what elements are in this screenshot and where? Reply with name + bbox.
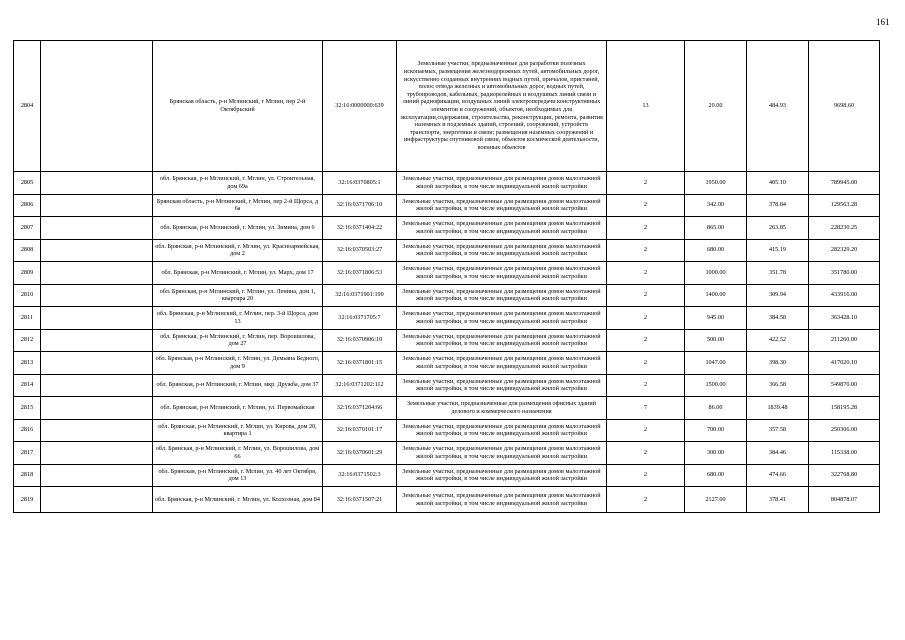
cell-address: обл. Брянская, р-н Мглинский, г. Мглин, ул. Ворошилова, дом 66 <box>153 442 323 465</box>
cell-address: обл. Брянская, р-н Мглинский, г. Мглин, ул. Зимина, дом 6 <box>153 217 323 240</box>
cell-specific-value: 357.58 <box>747 419 809 442</box>
cell-land-use: Земельные участки, предназначенные для размещения домов малоэтажной жилой застройки, в том числе индивидуальной жилой застройки <box>397 419 607 442</box>
cell-number: 2816 <box>14 419 41 442</box>
cell-address: обл. Брянская, р-н Мглинский, г. Мглин, ул. Строительная, дом 69а <box>153 172 323 195</box>
cell-land-use: Земельные участки, предназначенные для размещения домов малоэтажной жилой застройки, в том числе индивидуальной жилой застройки <box>397 172 607 195</box>
cell-group: 2 <box>607 329 685 352</box>
table-row <box>14 307 880 330</box>
cell-address: обл. Брянская, р-н Мглинский, г. Мглин, ул. Красноармейская, дом 2 <box>153 239 323 262</box>
cell-empty <box>41 487 153 513</box>
table-row <box>14 374 880 397</box>
cell-cadastral-value: 158195.28 <box>809 397 880 420</box>
cell-land-use: Земельные участки, предназначенные для размещения домов малоэтажной жилой застройки, в том числе индивидуальной жилой застройки <box>397 239 607 262</box>
cell-empty <box>41 284 153 307</box>
cell-land-use: Земельные участки, предназначенные для размещения домов малоэтажной жилой застройки, в том числе индивидуальной жилой застройки <box>397 262 607 285</box>
cell-area: 865.00 <box>685 217 747 240</box>
cell-group: 2 <box>607 239 685 262</box>
cell-address: обл. Брянская, р-н Мглинский, г. Мглин, ул. Демьяна Бедного, дом 9 <box>153 352 323 375</box>
cell-number: 2815 <box>14 397 41 420</box>
cell-number: 2809 <box>14 262 41 285</box>
cell-land-use: Земельные участки, предназначенные для размещения домов малоэтажной жилой застройки, в том числе индивидуальной жилой застройки <box>397 352 607 375</box>
table-row <box>14 262 880 285</box>
cell-cadastral-value: 433916.00 <box>809 284 880 307</box>
cell-cadastral-number: 32:16:0371705:7 <box>323 307 397 330</box>
cell-empty <box>41 397 153 420</box>
cell-empty <box>41 442 153 465</box>
cell-specific-value: 351.78 <box>747 262 809 285</box>
cell-specific-value: 1839.48 <box>747 397 809 420</box>
cell-cadastral-value: 282329.20 <box>809 239 880 262</box>
cell-group: 2 <box>607 487 685 513</box>
cell-empty <box>41 194 153 217</box>
cell-address: обл. Брянская, р-н Мглинский, г. Мглин, ул. Первомайская <box>153 397 323 420</box>
cell-number: 2810 <box>14 284 41 307</box>
cell-address: обл. Брянская, р-н Мглинский, г. Мглин, ул. Марх, дом 17 <box>153 262 323 285</box>
cell-area: 86.00 <box>685 397 747 420</box>
cell-empty <box>41 374 153 397</box>
cell-number: 2818 <box>14 464 41 487</box>
cadastral-value-table <box>13 40 880 513</box>
cell-group: 2 <box>607 307 685 330</box>
cell-cadastral-value: 9698.60 <box>809 41 880 172</box>
cell-land-use: Земельные участки, предназначенные для размещения домов малоэтажной жилой застройки, в том числе индивидуальной жилой застройки <box>397 464 607 487</box>
cell-cadastral-number: 32:16:0371404:22 <box>323 217 397 240</box>
cell-number: 2819 <box>14 487 41 513</box>
cell-empty <box>41 41 153 172</box>
cell-cadastral-number: 32:16:0371507:21 <box>323 487 397 513</box>
table-row <box>14 172 880 195</box>
table-row <box>14 284 880 307</box>
cell-group: 2 <box>607 217 685 240</box>
cell-number: 2814 <box>14 374 41 397</box>
cell-area: 1400.00 <box>685 284 747 307</box>
cell-area: 300.00 <box>685 442 747 465</box>
cell-number: 2804 <box>14 41 41 172</box>
cell-specific-value: 484.93 <box>747 41 809 172</box>
cell-group: 2 <box>607 194 685 217</box>
cell-number: 2811 <box>14 307 41 330</box>
cell-specific-value: 263.85 <box>747 217 809 240</box>
cell-cadastral-number: 32:16:0371204:66 <box>323 397 397 420</box>
cell-area: 1950.00 <box>685 172 747 195</box>
cell-cadastral-value: 417020.10 <box>809 352 880 375</box>
cell-cadastral-number: 32:16:0370601:29 <box>323 442 397 465</box>
cell-area: 342.00 <box>685 194 747 217</box>
table-row <box>14 352 880 375</box>
table-row <box>14 464 880 487</box>
cell-land-use: Земельные участки, предназначенные для размещения домов малоэтажной жилой застройки, в том числе индивидуальной жилой застройки <box>397 487 607 513</box>
cell-specific-value: 384.58 <box>747 307 809 330</box>
cell-group: 2 <box>607 374 685 397</box>
cell-cadastral-value: 250306.00 <box>809 419 880 442</box>
table-row <box>14 419 880 442</box>
table-row <box>14 329 880 352</box>
cell-land-use: Земельные участки, предназначенные для размещения офисных зданий делового и коммерческого назначения <box>397 397 607 420</box>
cell-empty <box>41 329 153 352</box>
table-row <box>14 487 880 513</box>
cell-specific-value: 398.30 <box>747 352 809 375</box>
cell-land-use: Земельные участки, предназначенные для размещения домов малоэтажной жилой застройки, в том числе индивидуальной жилой застройки <box>397 284 607 307</box>
cell-number: 2808 <box>14 239 41 262</box>
cell-area: 1047.00 <box>685 352 747 375</box>
cell-land-use: Земельные участки, предназначенные для размещения домов малоэтажной жилой застройки, в том числе индивидуальной жилой застройки <box>397 217 607 240</box>
cell-specific-value: 378.84 <box>747 194 809 217</box>
cell-specific-value: 309.94 <box>747 284 809 307</box>
cell-number: 2817 <box>14 442 41 465</box>
cell-group: 2 <box>607 284 685 307</box>
cell-address: обл. Брянская, р-н Мглинский, г. Мглин, пер. Ворошилова, дом 27 <box>153 329 323 352</box>
cell-land-use: Земельные участки, предназначенные для размещения домов малоэтажной жилой застройки, в том числе индивидуальной жилой застройки <box>397 307 607 330</box>
cell-group: 2 <box>607 419 685 442</box>
cell-land-use: Земельные участки, предназначенные для размещения домов малоэтажной жилой застройки, в том числе индивидуальной жилой застройки <box>397 442 607 465</box>
cell-land-use: Земельные участки, предназначенные для размещения домов малоэтажной жилой застройки, в том числе индивидуальной жилой застройки <box>397 374 607 397</box>
cell-specific-value: 378.41 <box>747 487 809 513</box>
cell-cadastral-value: 228230.25 <box>809 217 880 240</box>
cell-number: 2806 <box>14 194 41 217</box>
cell-group: 2 <box>607 352 685 375</box>
table-row <box>14 194 880 217</box>
cell-address: обл. Брянская, р-н Мглинский, г. Мглин, ул. Ленина, дом 1, квартира 20 <box>153 284 323 307</box>
table-row <box>14 442 880 465</box>
cell-cadastral-number: 32:16:0370503:27 <box>323 239 397 262</box>
cell-empty <box>41 262 153 285</box>
cell-land-use: Земельные участки, предназначенные для размещения домов малоэтажной жилой застройки, в том числе индивидуальной жилой застройки <box>397 329 607 352</box>
cell-specific-value: 384.46 <box>747 442 809 465</box>
cell-address: обл. Брянская, р-н Мглинский, г. Мглин, ул. Кирова, дом 20, квартира 1 <box>153 419 323 442</box>
cell-cadastral-value: 789945.00 <box>809 172 880 195</box>
cell-group: 13 <box>607 41 685 172</box>
cell-specific-value: 422.52 <box>747 329 809 352</box>
cell-area: 20.00 <box>685 41 747 172</box>
cell-specific-value: 405.10 <box>747 172 809 195</box>
cell-cadastral-number: 32:16:0371502:3 <box>323 464 397 487</box>
cell-cadastral-number: 32:16:0370805:1 <box>323 172 397 195</box>
table-row <box>14 239 880 262</box>
cell-area: 500.00 <box>685 329 747 352</box>
cell-area: 1500.00 <box>685 374 747 397</box>
cell-area: 945.00 <box>685 307 747 330</box>
cell-address: обл. Брянская, р-н Мглинский, г. Мглин, ул. Колхозная, дом 84 <box>153 487 323 513</box>
table-row <box>14 217 880 240</box>
cell-cadastral-number: 32:16:0000000:639 <box>323 41 397 172</box>
cell-address: Брянская область, р-н Мглинский, г Мглин, пер 2-й Октябрьский <box>153 41 323 172</box>
cell-address: обл. Брянская, р-н Мглинский, г. Мглин, пер. 3-й Щорса, дом 13 <box>153 307 323 330</box>
cell-cadastral-number: 32:16:0371706:10 <box>323 194 397 217</box>
cell-cadastral-number: 32:16:0371801:15 <box>323 352 397 375</box>
cell-cadastral-value: 363428.10 <box>809 307 880 330</box>
cell-cadastral-number: 32:16:0370101:17 <box>323 419 397 442</box>
cell-cadastral-value: 115338.00 <box>809 442 880 465</box>
cell-cadastral-number: 32:16:0371806:53 <box>323 262 397 285</box>
cell-specific-value: 474.66 <box>747 464 809 487</box>
cell-cadastral-number: 32:16:0371202:112 <box>323 374 397 397</box>
cell-group: 2 <box>607 464 685 487</box>
cell-land-use: Земельные участки, предназначенные для разработки полезных ископаемых, размещения железнодорожных путей, автомобильных дорог, искусственно созданных внутренних водных путей, причалов, пристаней, полос отвода железных и автомобильных дорог, водных путей, трубопроводов, кабельных, радиорелейных и воздушных линий связи и линий радиофикации, воздушных линий электропередачи конструктивных элементов и сооружений, объектов, необходимых для эксплуатации,содержания, строительства, реконструкции, ремонта, развития наземных и подземных зданий, строений, сооружений, устройств транспорта, энергетики и связи; размещения наземных сооружений и инфраструктуры спутниковой связи, объектов космической деятельности, военных объектов <box>397 41 607 172</box>
cell-cadastral-value: 549870.00 <box>809 374 880 397</box>
cell-cadastral-number: 32:16:0370906:10 <box>323 329 397 352</box>
cell-address: обл. Брянская, р-н Мглинский, г. Мглин, мкр. Дружба, дом 37 <box>153 374 323 397</box>
cell-number: 2805 <box>14 172 41 195</box>
cell-area: 680.00 <box>685 239 747 262</box>
cell-specific-value: 366.58 <box>747 374 809 397</box>
cell-address: обл. Брянская, р-н Мглинский, г. Мглин, ул. 40 лет Октября, дом 13 <box>153 464 323 487</box>
cell-area: 2127.00 <box>685 487 747 513</box>
cell-empty <box>41 172 153 195</box>
cell-area: 680.00 <box>685 464 747 487</box>
cell-group: 2 <box>607 442 685 465</box>
cell-empty <box>41 352 153 375</box>
cell-group: 2 <box>607 262 685 285</box>
cell-empty <box>41 464 153 487</box>
cell-cadastral-value: 804878.07 <box>809 487 880 513</box>
cell-land-use: Земельные участки, предназначенные для размещения домов малоэтажной жилой застройки, в том числе индивидуальной жилой застройки <box>397 194 607 217</box>
table-row <box>14 41 880 172</box>
cell-number: 2813 <box>14 352 41 375</box>
cell-cadastral-value: 211260.00 <box>809 329 880 352</box>
cell-cadastral-value: 322768.80 <box>809 464 880 487</box>
cell-specific-value: 415.19 <box>747 239 809 262</box>
cell-empty <box>41 217 153 240</box>
cell-empty <box>41 307 153 330</box>
cell-cadastral-number: 32:16:0371901:199 <box>323 284 397 307</box>
cell-number: 2812 <box>14 329 41 352</box>
cell-area: 700.00 <box>685 419 747 442</box>
table-row <box>14 397 880 420</box>
cell-empty <box>41 419 153 442</box>
cell-address: Брянская область, р-н Мглинский, г Мглин, пер 2-й Щорса, д 6а <box>153 194 323 217</box>
cell-number: 2807 <box>14 217 41 240</box>
cell-cadastral-value: 351780.00 <box>809 262 880 285</box>
cell-empty <box>41 239 153 262</box>
page-number: 161 <box>876 17 890 27</box>
cell-group: 7 <box>607 397 685 420</box>
cell-group: 2 <box>607 172 685 195</box>
cell-cadastral-value: 129563.28 <box>809 194 880 217</box>
cell-area: 1000.00 <box>685 262 747 285</box>
